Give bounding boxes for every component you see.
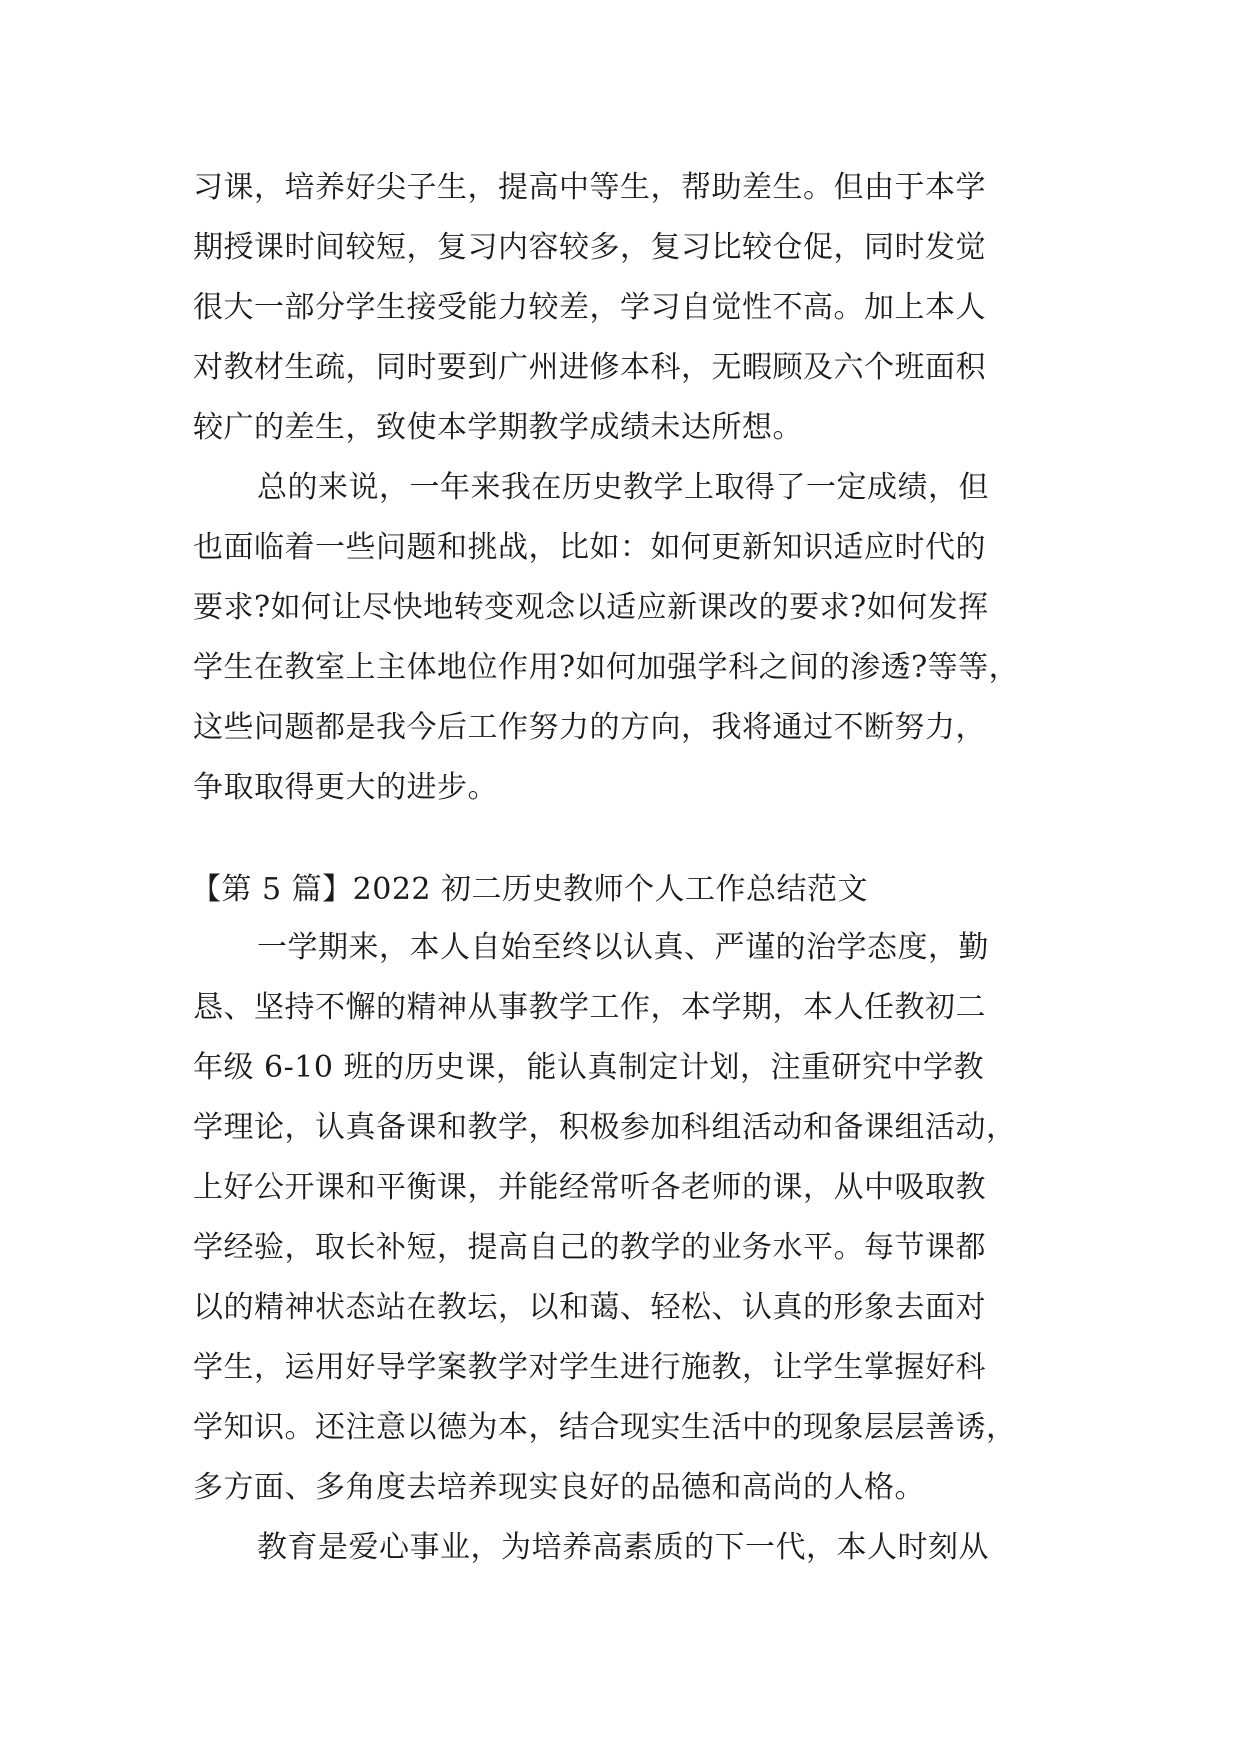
body-line: 年级 6-10 班的历史课，能认真制定计划，注重研究中学教: [193, 1050, 984, 1085]
body-line: 要求?如何让尽快地转变观念以适应新课改的要求?如何发挥: [193, 590, 989, 625]
body-line: 这些问题都是我今后工作努力的方向，我将通过不断努力，: [193, 710, 986, 745]
body-line: 一学期来，本人自始至终以认真、严谨的治学态度，勤: [257, 930, 989, 965]
body-line: 多方面、多角度去培养现实良好的品德和高尚的人格。: [193, 1470, 925, 1505]
body-line: 学理论，认真备课和教学，积极参加科组活动和备课组活动，: [193, 1110, 1017, 1145]
body-line: 很大一部分学生接受能力较差，学习自觉性不高。加上本人: [193, 290, 986, 325]
body-line: 争取取得更大的进步。: [193, 770, 498, 805]
body-line: 学知识。还注意以德为本，结合现实生活中的现象层层善诱，: [193, 1410, 1017, 1445]
body-line: 学经验，取长补短，提高自己的教学的业务水平。每节课都: [193, 1230, 986, 1265]
body-line: 总的来说，一年来我在历史教学上取得了一定成绩，但: [257, 470, 989, 505]
body-line: 对教材生疏，同时要到广州进修本科，无暇顾及六个班面积: [193, 350, 986, 385]
body-line: 也面临着一些问题和挑战，比如：如何更新知识适应时代的: [193, 530, 986, 565]
body-line: 学生，运用好导学案教学对学生进行施教，让学生掌握好科: [193, 1350, 986, 1385]
body-line: 恳、坚持不懈的精神从事教学工作，本学期，本人任教初二: [193, 990, 986, 1025]
body-line: 上好公开课和平衡课，并能经常听各老师的课，从中吸取教: [193, 1170, 986, 1205]
body-line: 习课，培养好尖子生，提高中等生，帮助差生。但由于本学: [193, 170, 986, 205]
body-line: 较广的差生，致使本学期教学成绩未达所想。: [193, 410, 803, 445]
body-line: 以的精神状态站在教坛，以和蔼、轻松、认真的形象去面对: [193, 1290, 986, 1325]
body-line: 期授课时间较短，复习内容较多，复习比较仓促，同时发觉: [193, 230, 986, 265]
body-line: 教育是爱心事业，为培养高素质的下一代，本人时刻从: [257, 1530, 989, 1565]
body-line: 学生在教室上主体地位作用?如何加强学科之间的渗透?等等，: [193, 650, 1020, 685]
section-heading: 【第 5 篇】2022 初二历史教师个人工作总结范文: [191, 872, 869, 907]
